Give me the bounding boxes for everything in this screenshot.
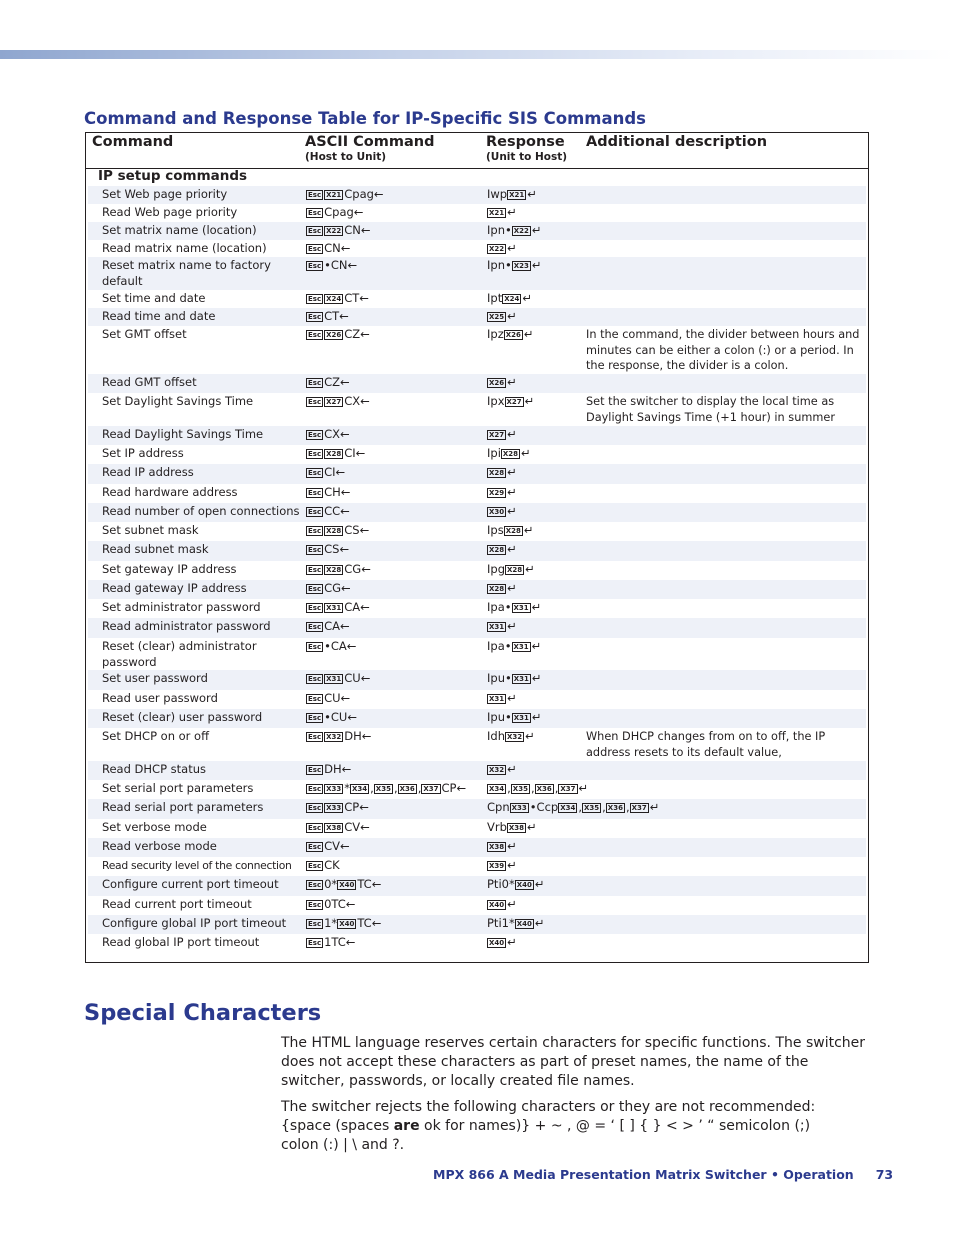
- special-characters-heading: Special Characters: [84, 1000, 322, 1026]
- variable-box: X34: [489, 785, 505, 793]
- special-paragraph-2-chars: [281, 1117, 871, 1136]
- command-cell: Set Web page priority: [102, 187, 228, 201]
- response-cell: X32 ↵: [489, 762, 517, 776]
- esc-key-icon: Esc: [308, 489, 322, 497]
- esc-key-icon: Esc: [308, 604, 322, 612]
- response-cell: Ipn• X22 ↵: [487, 223, 542, 237]
- table-row: [88, 896, 866, 915]
- command-cell: Set IP address: [102, 446, 184, 460]
- table-row: [88, 484, 866, 503]
- command-cell: Configure current port timeout: [102, 877, 279, 891]
- esc-key-icon: Esc: [308, 546, 322, 554]
- command-cell: Read number of open connections: [102, 504, 300, 518]
- variable-box: X37: [631, 804, 647, 812]
- command-cell: Read verbose mode: [102, 839, 217, 853]
- response-cell: X30 ↵: [489, 504, 517, 518]
- response-cell: Ipu• X31 ↵: [487, 710, 542, 724]
- table-row: [88, 838, 866, 857]
- chars-bold: are: [393, 1118, 420, 1134]
- ascii-command-cell: Esc X38 CV←: [308, 820, 370, 834]
- esc-key-icon: Esc: [308, 566, 322, 574]
- variable-box: X21: [326, 191, 342, 199]
- esc-key-icon: Esc: [308, 881, 322, 889]
- variable-box: X40: [489, 939, 505, 947]
- response-cell: X28 ↵: [489, 542, 517, 556]
- header-ascii: [305, 134, 434, 163]
- ascii-command-cell: Esc X21 Cpag←: [308, 187, 384, 201]
- table-row: [88, 445, 866, 464]
- esc-key-icon: Esc: [308, 398, 322, 406]
- variable-box: X28: [326, 450, 342, 458]
- esc-key-icon: Esc: [308, 733, 322, 741]
- variable-box: X22: [326, 227, 342, 235]
- variable-box: X36: [607, 804, 623, 812]
- variable-box: X31: [489, 623, 505, 631]
- command-cell: Set GMT offset: [102, 327, 187, 341]
- response-cell: X22 ↵: [489, 241, 517, 255]
- esc-key-icon: Esc: [308, 527, 322, 535]
- esc-key-icon: Esc: [308, 695, 322, 703]
- variable-box: X23: [513, 262, 529, 270]
- variable-box: X24: [504, 295, 520, 303]
- variable-box: X28: [326, 527, 342, 535]
- command-cell: Set serial port parameters: [102, 781, 254, 795]
- esc-key-icon: Esc: [308, 920, 322, 928]
- header-gradient-bar: [0, 50, 954, 59]
- ascii-command-cell: Esc •CA←: [308, 639, 357, 653]
- special-paragraph-1: The HTML language reserves certain characters for specific functions. The switcher does not accept these characters as part of preset names, the name of the switcher, passwords, or locally created file names.: [281, 1035, 866, 1089]
- variable-box: X30: [489, 508, 505, 516]
- table-row: [88, 186, 866, 204]
- table-row: [88, 580, 866, 599]
- esc-key-icon: Esc: [308, 227, 322, 235]
- variable-box: X27: [489, 431, 505, 439]
- ascii-command-cell: Esc CT←: [308, 309, 349, 323]
- ascii-command-cell: Esc CV←: [308, 839, 350, 853]
- table-row: [88, 561, 866, 580]
- command-cell: Read security level of the connection: [102, 859, 292, 872]
- response-cell: X21 ↵: [489, 205, 517, 219]
- variable-box: X38: [489, 843, 505, 851]
- esc-key-icon: Esc: [308, 623, 322, 631]
- variable-box: X25: [489, 313, 505, 321]
- response-cell: Ipn• X23 ↵: [487, 258, 542, 272]
- variable-box: X34: [352, 785, 368, 793]
- variable-box: X31: [326, 604, 342, 612]
- variable-box: X28: [507, 566, 523, 574]
- variable-box: X40: [516, 920, 532, 928]
- table-row: [88, 670, 866, 690]
- response-cell: Pti0* X40 ↵: [487, 877, 545, 891]
- variable-box: X21: [509, 191, 525, 199]
- table-row: [88, 728, 866, 761]
- command-cell: Read Web page priority: [102, 205, 238, 219]
- ascii-command-cell: Esc 0* X40 TC←: [308, 877, 382, 891]
- variable-box: X38: [326, 824, 342, 832]
- ascii-command-cell: Esc X27 CX←: [308, 394, 370, 408]
- table-row: [88, 690, 866, 709]
- esc-key-icon: Esc: [308, 766, 322, 774]
- special-paragraph-2-end: colon (:) | \ and ?.: [281, 1137, 405, 1153]
- response-cell: Ipz X26 ↵: [487, 327, 534, 341]
- ascii-command-cell: Esc X28 CG←: [308, 562, 371, 576]
- response-cell: Ipt X24 ↵: [487, 291, 532, 305]
- response-cell: X31 ↵: [489, 691, 517, 705]
- variable-box: X22: [513, 227, 529, 235]
- command-cell: Reset matrix name to factory default: [102, 258, 271, 288]
- table-row: [88, 464, 866, 484]
- header-response-sub: (Unit to Host): [486, 151, 568, 163]
- esc-key-icon: Esc: [308, 379, 322, 387]
- ascii-command-cell: Esc 1TC←: [308, 935, 356, 949]
- esc-key-icon: Esc: [308, 262, 322, 270]
- command-cell: Set verbose mode: [102, 820, 207, 834]
- table-row: [88, 374, 866, 393]
- response-cell: Iwp X21 ↵: [487, 187, 537, 201]
- esc-key-icon: Esc: [308, 295, 322, 303]
- ascii-command-cell: Esc CG←: [308, 581, 351, 595]
- command-cell: Read user password: [102, 691, 218, 705]
- variable-box: X22: [489, 245, 505, 253]
- response-cell: X40 ↵: [489, 935, 517, 949]
- variable-box: X26: [505, 331, 521, 339]
- variable-box: X31: [513, 604, 529, 612]
- esc-key-icon: Esc: [308, 209, 322, 217]
- command-cell: Read current port timeout: [102, 897, 252, 911]
- ascii-command-cell: Esc X28 CS←: [308, 523, 370, 537]
- variable-box: X32: [489, 766, 505, 774]
- ascii-command-cell: Esc •CU←: [308, 710, 357, 724]
- variable-box: X37: [423, 785, 439, 793]
- command-cell: Read Daylight Savings Time: [102, 427, 264, 441]
- variable-box: X29: [489, 489, 505, 497]
- ascii-command-cell: Esc •CN←: [308, 258, 358, 272]
- ascii-command-cell: Esc CS←: [308, 542, 350, 556]
- response-cell: Cpn X33 •Ccp X34 , X35 , X36 , X37 ↵: [487, 800, 660, 814]
- variable-box: X40: [339, 881, 355, 889]
- table-row: [88, 934, 866, 954]
- table-row: [88, 308, 866, 326]
- response-cell: Ipu• X31 ↵: [487, 671, 542, 685]
- page-footer: [433, 1167, 893, 1182]
- response-cell: X26 ↵: [489, 375, 517, 389]
- esc-key-icon: Esc: [308, 431, 322, 439]
- command-cell: Set gateway IP address: [102, 562, 237, 576]
- command-cell: Set Daylight Savings Time: [102, 394, 254, 408]
- chars-part-a: {space (spaces: [281, 1118, 394, 1134]
- table-row: [88, 599, 866, 618]
- variable-box: X31: [513, 675, 529, 683]
- variable-box: X37: [560, 785, 576, 793]
- variable-box: X28: [505, 527, 521, 535]
- variable-box: X33: [511, 804, 527, 812]
- table-row: [88, 857, 866, 876]
- header-ascii-sub: (Host to Unit): [305, 151, 387, 163]
- command-cell: Set subnet mask: [102, 523, 199, 537]
- header-additional: Additional description: [586, 134, 768, 150]
- variable-box: X33: [326, 804, 342, 812]
- variable-box: X28: [326, 566, 342, 574]
- table-row: [88, 876, 866, 896]
- table-row: [88, 393, 866, 426]
- command-cell: Read gateway IP address: [102, 581, 247, 595]
- response-cell: X28 ↵: [489, 465, 517, 479]
- esc-key-icon: Esc: [308, 675, 322, 683]
- esc-key-icon: Esc: [308, 585, 322, 593]
- command-cell: Read global IP port timeout: [102, 935, 260, 949]
- esc-key-icon: Esc: [308, 714, 322, 722]
- variable-box: X35: [375, 785, 391, 793]
- table-row: [88, 618, 866, 638]
- header-command: Command: [92, 134, 174, 150]
- command-cell: Read matrix name (location): [102, 241, 267, 255]
- command-cell: Read hardware address: [102, 485, 238, 499]
- ascii-command-cell: Esc CA←: [308, 619, 350, 633]
- ascii-command-cell: Esc CZ←: [308, 375, 350, 389]
- variable-box: X31: [489, 695, 505, 703]
- command-cell: Set matrix name (location): [102, 223, 257, 237]
- ascii-command-cell: Esc X33 CP←: [308, 800, 369, 814]
- variable-box: X38: [508, 824, 525, 832]
- command-cell: Set user password: [102, 671, 208, 685]
- variable-box: X40: [516, 881, 532, 889]
- variable-box: X21: [489, 209, 505, 217]
- table-row: [88, 799, 866, 819]
- esc-key-icon: Esc: [308, 843, 322, 851]
- ascii-command-cell: Esc 1* X40 TC←: [308, 916, 382, 930]
- table-row: [88, 638, 866, 670]
- variable-box: X26: [489, 379, 505, 387]
- table-row: [88, 503, 866, 522]
- table-row: [88, 290, 866, 308]
- command-cell: Read GMT offset: [102, 375, 197, 389]
- ascii-command-cell: Esc CI←: [308, 465, 346, 479]
- esc-key-icon: Esc: [308, 804, 322, 812]
- response-cell: X38 ↵: [489, 839, 517, 853]
- response-cell: Idh X32 ↵: [487, 729, 535, 743]
- command-cell: Read time and date: [102, 309, 216, 323]
- response-cell: X29 ↵: [489, 485, 517, 499]
- command-cell: Read IP address: [102, 465, 194, 479]
- description-cell: When DHCP changes from on to off, the IP address resets to its default value,: [586, 730, 826, 759]
- response-cell: X34 , X35 , X36 , X37 ↵: [489, 781, 589, 795]
- response-cell: Ipa• X31 ↵: [487, 639, 542, 653]
- ascii-command-cell: Esc 0TC←: [308, 897, 356, 911]
- command-cell: Configure global IP port timeout: [102, 916, 287, 930]
- variable-box: X28: [489, 585, 505, 593]
- variable-box: X31: [326, 675, 342, 683]
- command-cell: Set DHCP on or off: [102, 729, 210, 743]
- command-cell: Reset (clear) user password: [102, 710, 263, 724]
- variable-box: X32: [506, 733, 523, 741]
- variable-box: X36: [399, 785, 415, 793]
- response-cell: Ips X28 ↵: [487, 523, 534, 537]
- ascii-command-cell: Esc X33 * X34 , X35 , X36 , X37 CP←: [308, 781, 467, 795]
- table-row: [88, 426, 866, 445]
- variable-box: X36: [536, 785, 552, 793]
- response-cell: X27 ↵: [489, 427, 517, 441]
- table-row: [88, 240, 866, 257]
- ascii-command-cell: Esc CH←: [308, 485, 351, 499]
- special-paragraph-2: [281, 1098, 871, 1155]
- esc-key-icon: Esc: [308, 313, 322, 321]
- ascii-command-cell: Esc X22 CN←: [308, 223, 371, 237]
- chars-part-b: ok for names)} + ~ , @ = ‘ [ ] { } < > ’ “ semicolon (;): [419, 1118, 811, 1134]
- ascii-command-cell: Esc X26 CZ←: [308, 327, 370, 341]
- response-cell: X31 ↵: [489, 619, 517, 633]
- description-cell: Set the switcher to display the local time as Daylight Savings Time (+1 hour) in summer: [586, 395, 835, 424]
- response-cell: Ipx X27 ↵: [487, 394, 535, 408]
- header-response: [486, 134, 567, 163]
- ascii-command-cell: Esc X32 DH←: [308, 729, 372, 743]
- response-cell: X28 ↵: [489, 581, 517, 595]
- section-title: Command and Response Table for IP-Specific SIS Commands: [84, 109, 646, 128]
- table-row: [88, 222, 866, 240]
- ascii-command-cell: Esc X31 CA←: [308, 600, 370, 614]
- esc-key-icon: Esc: [308, 508, 322, 516]
- ascii-command-cell: Esc Cpag←: [308, 205, 364, 219]
- command-cell: Read administrator password: [102, 619, 271, 633]
- variable-box: X40: [339, 920, 355, 928]
- response-cell: Vrb X38 ↵: [487, 820, 537, 834]
- table-row: [88, 761, 866, 780]
- table-row: [88, 541, 866, 561]
- command-cell: Read subnet mask: [102, 542, 209, 556]
- esc-key-icon: Esc: [308, 469, 322, 477]
- description-cell: In the command, the divider between hours and minutes can be either a colon (:) or a period. In the response, the divider is a colon.: [586, 328, 860, 372]
- ascii-command-cell: Esc DH←: [308, 762, 352, 776]
- variable-box: X35: [512, 785, 528, 793]
- ascii-command-cell: Esc CN←: [308, 241, 351, 255]
- variable-box: X26: [326, 331, 342, 339]
- variable-box: X39: [489, 862, 505, 870]
- table-row: [88, 257, 866, 290]
- footer-text: MPX 866 A Media Presentation Matrix Switcher • Operation: [433, 1167, 854, 1182]
- variable-box: X28: [502, 450, 519, 458]
- ascii-command-cell: Esc X28 CI←: [308, 446, 366, 460]
- variable-box: X35: [584, 804, 600, 812]
- response-cell: X40 ↵: [489, 897, 517, 911]
- esc-key-icon: Esc: [308, 862, 322, 870]
- variable-box: X34: [560, 804, 576, 812]
- table-row: [88, 204, 866, 222]
- command-cell: Read DHCP status: [102, 762, 207, 776]
- command-table: [85, 132, 869, 963]
- ascii-command-cell: Esc CU←: [308, 691, 351, 705]
- esc-key-icon: Esc: [308, 450, 322, 458]
- variable-box: X32: [326, 733, 342, 741]
- esc-key-icon: Esc: [308, 901, 322, 909]
- command-cell: Set time and date: [102, 291, 206, 305]
- variable-box: X40: [489, 901, 505, 909]
- table-header: [86, 133, 868, 169]
- esc-key-icon: Esc: [308, 785, 322, 793]
- variable-box: X24: [326, 295, 342, 303]
- esc-key-icon: Esc: [308, 824, 322, 832]
- variable-box: X28: [489, 546, 505, 554]
- response-cell: Ipa• X31 ↵: [487, 600, 542, 614]
- variable-box: X31: [513, 714, 529, 722]
- ascii-command-cell: Esc X24 CT←: [308, 291, 369, 305]
- response-cell: X39 ↵: [489, 858, 517, 872]
- table-row: [88, 780, 866, 799]
- ascii-command-cell: Esc X31 CU←: [308, 671, 371, 685]
- table-row: [88, 522, 866, 541]
- table-row: [88, 326, 866, 374]
- ascii-command-cell: Esc CX←: [308, 427, 350, 441]
- table-row: [88, 915, 866, 934]
- response-cell: Ipg X28 ↵: [487, 562, 535, 576]
- table-row: [88, 819, 866, 838]
- response-cell: Ipi X28 ↵: [487, 446, 531, 460]
- table-row: [88, 709, 866, 728]
- command-cell: Read serial port parameters: [102, 800, 264, 814]
- esc-key-icon: Esc: [308, 939, 322, 947]
- command-cell: Set administrator password: [102, 600, 261, 614]
- header-response-label: Response: [486, 134, 565, 150]
- response-cell: Pti1* X40 ↵: [487, 916, 545, 930]
- special-paragraph-2-intro: The switcher rejects the following characters or they are not recommended:: [281, 1099, 816, 1115]
- esc-key-icon: Esc: [308, 191, 322, 199]
- variable-box: X28: [489, 469, 505, 477]
- esc-key-icon: Esc: [308, 331, 322, 339]
- page-number: 73: [875, 1167, 894, 1182]
- esc-key-icon: Esc: [308, 245, 322, 253]
- group-title: IP setup commands: [98, 168, 248, 184]
- response-cell: X25 ↵: [489, 309, 517, 323]
- command-cell: Reset (clear) administrator password: [102, 639, 257, 669]
- variable-box: X33: [326, 785, 342, 793]
- variable-box: X31: [513, 643, 529, 651]
- variable-box: X27: [326, 398, 342, 406]
- ascii-command-cell: Esc CK: [308, 858, 340, 872]
- esc-key-icon: Esc: [308, 643, 322, 651]
- header-ascii-label: ASCII Command: [305, 134, 435, 150]
- ascii-command-cell: Esc CC←: [308, 504, 350, 518]
- variable-box: X27: [506, 398, 522, 406]
